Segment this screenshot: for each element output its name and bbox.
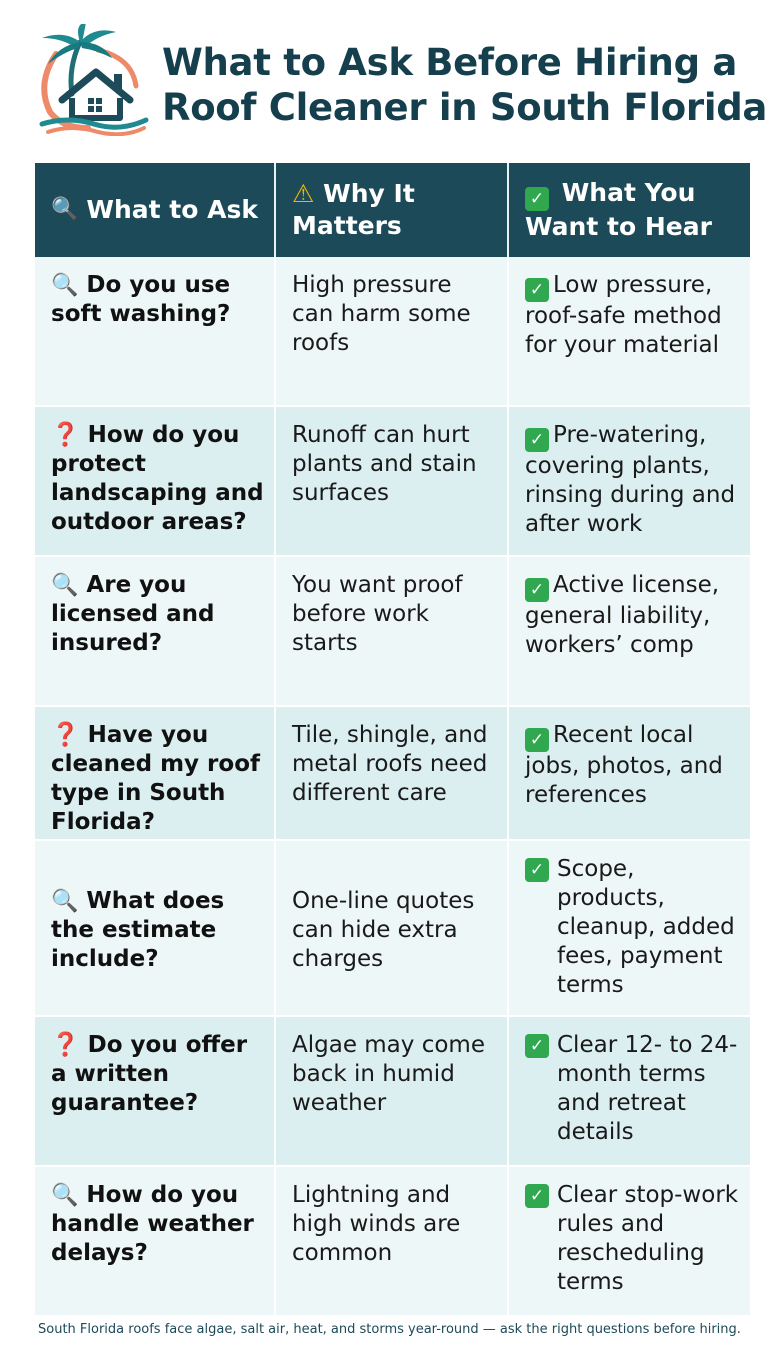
footer-note: South Florida roofs face algae, salt air, heat, and storms year-round — ask the right questions before hiring.: [38, 1322, 741, 1337]
magnifier-icon: 🔍: [51, 573, 79, 598]
page-title-line-1: What to Ask Before Hiring a: [162, 41, 738, 84]
header-label: What You Want to Hear: [525, 178, 712, 241]
answer-cell: [509, 1167, 750, 1315]
green-check-icon: ✓: [525, 578, 549, 602]
red-question-icon: ❓: [51, 422, 80, 448]
question-text: How do you protect landscaping and outdoor areas?: [51, 422, 264, 535]
answer-cell: [509, 707, 750, 839]
question-text: What does the estimate include?: [51, 887, 225, 972]
header-why-it-matters: [276, 163, 509, 257]
answer-text: Low pressure, roof-safe method for your material: [525, 272, 722, 358]
answer-text: Clear stop-work rules and rescheduling terms: [557, 1182, 739, 1295]
answer-cell: [509, 841, 750, 1015]
question-cell: [35, 557, 276, 705]
palm-house-logo-icon: [28, 24, 152, 136]
page-title-line-2: Roof Cleaner in South Florida: [162, 86, 768, 129]
question-text: Do you offer a written guarantee?: [51, 1032, 248, 1116]
magnifier-icon: 🔍: [51, 197, 79, 222]
why-cell: You want proof before work starts: [276, 557, 509, 705]
magnifier-icon: 🔍: [51, 1183, 79, 1208]
table-row: [35, 1167, 750, 1317]
page-title: [162, 40, 772, 130]
header-what-you-want-to-hear: [509, 163, 750, 257]
question-text: Are you licensed and insured?: [51, 572, 215, 656]
red-question-icon: ❓: [51, 1032, 80, 1058]
warning-icon: ⚠: [292, 179, 315, 208]
question-cell: [35, 257, 276, 405]
green-check-icon: ✓: [525, 728, 549, 752]
answer-text: Recent local jobs, photos, and references: [525, 722, 723, 808]
green-check-icon: ✓: [525, 1184, 549, 1208]
green-check-icon: ✓: [525, 858, 549, 882]
header: [0, 0, 784, 150]
question-text: Have you cleaned my roof type in South Florida?: [51, 722, 260, 835]
question-cell: [35, 707, 276, 839]
table-header: [35, 163, 750, 257]
why-cell: Algae may come back in humid weather: [276, 1017, 509, 1165]
why-cell: Lightning and high winds are common: [276, 1167, 509, 1315]
why-cell: Tile, shingle, and metal roofs need different care: [276, 707, 509, 839]
why-cell: Runoff can hurt plants and stain surfaces: [276, 407, 509, 555]
header-label: Why It Matters: [292, 179, 415, 240]
table-row: [35, 407, 750, 557]
questions-table: [35, 163, 750, 1317]
question-cell: [35, 1167, 276, 1315]
question-text: Do you use soft washing?: [51, 272, 231, 327]
answer-cell: [509, 1017, 750, 1165]
answer-cell: [509, 557, 750, 705]
question-cell: [35, 841, 276, 1015]
answer-text: Scope, products, cleanup, added fees, payment terms: [557, 856, 735, 998]
green-check-icon: ✓: [525, 278, 549, 302]
answer-text: Clear 12- to 24-month terms and retreat details: [557, 1032, 738, 1145]
answer-text: Pre-watering, covering plants, rinsing during and after work: [525, 422, 736, 537]
question-cell: [35, 407, 276, 555]
answer-cell: [509, 407, 750, 555]
question-cell: [35, 1017, 276, 1165]
table-row: [35, 707, 750, 841]
table-row: [35, 257, 750, 407]
red-question-icon: ❓: [51, 722, 80, 748]
answer-text: Active license, general liability, workers’ comp: [525, 572, 720, 658]
green-check-icon: ✓: [525, 428, 549, 452]
table-row: [35, 557, 750, 707]
green-check-icon: ✓: [525, 1034, 549, 1058]
header-label: What to Ask: [86, 195, 258, 224]
table-row: [35, 1017, 750, 1167]
magnifier-icon: 🔍: [51, 273, 79, 298]
answer-cell: [509, 257, 750, 405]
why-cell: High pressure can harm some roofs: [276, 257, 509, 405]
magnifier-icon: 🔍: [51, 888, 79, 914]
why-text: One-line quotes can hide extra charges: [292, 887, 475, 972]
why-cell: [276, 841, 509, 1015]
question-text: How do you handle weather delays?: [51, 1182, 254, 1266]
green-check-icon: ✓: [525, 187, 549, 211]
table-row: [35, 841, 750, 1017]
header-what-to-ask: [35, 163, 276, 257]
